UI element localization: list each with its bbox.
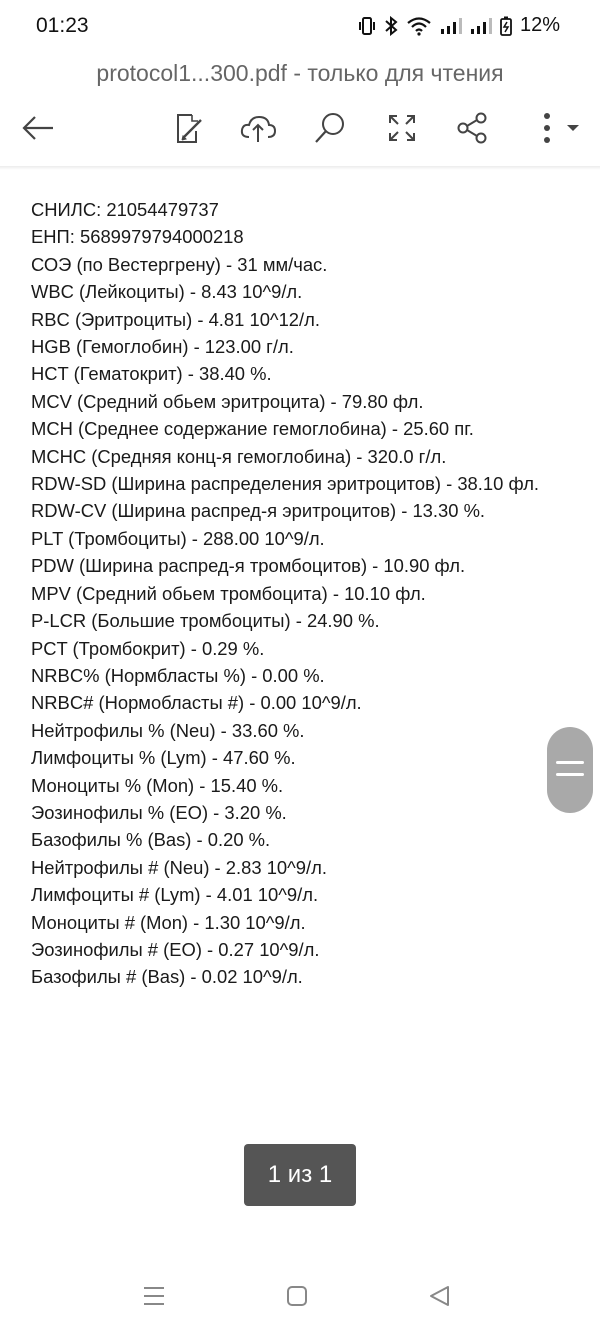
document-line: Моноциты # (Mon) - 1.30 10^9/л. — [31, 911, 306, 933]
document-line: RBC (Эритроциты) - 4.81 10^12/л. — [31, 308, 320, 330]
document-line: Базофилы # (Bas) - 0.02 10^9/л. — [31, 966, 303, 988]
share-icon — [455, 111, 489, 150]
document-line: RDW-CV (Ширина распред-я эритроцитов) - 13.30 %. — [31, 500, 486, 522]
battery-percent: 12% — [519, 14, 560, 36]
scroll-handle[interactable] — [547, 727, 593, 813]
page-indicator: 1 из 1 — [244, 1144, 356, 1206]
document-line: PDW (Ширина распред-я тромбоцитов) - 10.90 фл. — [31, 555, 466, 577]
more-button[interactable] — [530, 108, 584, 152]
scroll-handle-grip — [556, 761, 584, 764]
edit-icon — [172, 111, 204, 150]
navigation-bar — [0, 1262, 600, 1332]
document-line: Эозинофилы % (EO) - 3.20 %. — [31, 801, 287, 823]
signal-icon — [470, 17, 492, 35]
back-arrow-icon — [21, 114, 55, 147]
title-bar — [0, 54, 600, 94]
toolbar — [0, 100, 600, 160]
document-line: NRBC# (Нормобласты #) - 0.00 10^9/л. — [31, 692, 362, 714]
document-line: HCT (Гематокрит) - 38.40 %. — [31, 363, 272, 385]
recent-apps-button[interactable] — [136, 1280, 172, 1316]
document-line: PLT (Тромбоциты) - 288.00 10^9/л. — [31, 527, 325, 549]
back-nav-button[interactable] — [422, 1280, 458, 1316]
document-line: ЕНП: 5689979794000218 — [31, 226, 244, 248]
document-line: Базофилы % (Bas) - 0.20 %. — [31, 829, 271, 851]
share-button[interactable] — [450, 108, 494, 152]
document-line: P-LCR (Большие тромбоциты) - 24.90 %. — [31, 610, 380, 632]
home-button[interactable] — [279, 1280, 315, 1316]
document-line: Эозинофилы # (EO) - 0.27 10^9/л. — [31, 938, 320, 960]
document-line: Нейтрофилы # (Neu) - 2.83 10^9/л. — [31, 856, 327, 878]
document-line: Лимфоциты % (Lym) - 47.60 %. — [31, 747, 296, 769]
fullscreen-button[interactable] — [380, 108, 424, 152]
document-line: MCHC (Средняя конц-я гемоглобина) - 320.0 г/л. — [31, 445, 447, 467]
document-line: СНИЛС: 21054479737 — [31, 199, 219, 220]
document-line: Моноциты % (Mon) - 15.40 %. — [31, 774, 284, 796]
document-line: NRBC% (Нормбласты %) - 0.00 %. — [31, 664, 325, 686]
battery-charging-icon — [500, 16, 512, 36]
document-line: HGB (Гемоглобин) - 123.00 г/л. — [31, 336, 294, 358]
signal-icon — [440, 17, 462, 35]
upload-button[interactable] — [236, 108, 280, 152]
status-icons — [358, 14, 560, 37]
search-icon — [313, 111, 347, 150]
document-line: Нейтрофилы % (Neu) - 33.60 %. — [31, 719, 305, 741]
wifi-icon — [406, 16, 432, 36]
status-bar — [0, 0, 600, 54]
document-line: MCV (Средний обьем эритроцита) - 79.80 фл. — [31, 390, 424, 412]
back-button[interactable] — [16, 108, 60, 152]
cloud-upload-icon — [239, 113, 277, 148]
recent-apps-icon — [142, 1284, 166, 1313]
vibrate-icon — [358, 16, 376, 36]
scroll-handle-grip — [556, 773, 584, 776]
back-icon — [428, 1284, 452, 1313]
search-button[interactable] — [308, 108, 352, 152]
bluetooth-icon — [384, 16, 398, 36]
edit-button[interactable] — [166, 108, 210, 152]
toolbar-divider — [0, 166, 600, 170]
more-icon — [533, 111, 581, 150]
document-line: Лимфоциты # (Lym) - 4.01 10^9/л. — [31, 884, 319, 906]
document-line: PCT (Тромбокрит) - 0.29 %. — [31, 637, 265, 659]
document-line: MCH (Среднее содержание гемоглобина) - 25.60 пг. — [31, 418, 474, 440]
home-icon — [285, 1284, 309, 1313]
document-line: WBC (Лейкоциты) - 8.43 10^9/л. — [31, 281, 303, 303]
document-title: protocol1...300.pdf - только для чтения — [96, 60, 504, 86]
document-line: RDW-SD (Ширина распределения эритроцитов) - 38.10 фл. — [31, 473, 540, 495]
document-line: MPV (Средний обьем тромбоцита) - 10.10 фл. — [31, 582, 426, 604]
document-line: СОЭ (по Вестергрену) - 31 мм/час. — [31, 253, 328, 275]
fullscreen-icon — [387, 113, 417, 148]
document-content — [31, 196, 591, 991]
status-time: 01:23 — [36, 14, 89, 37]
